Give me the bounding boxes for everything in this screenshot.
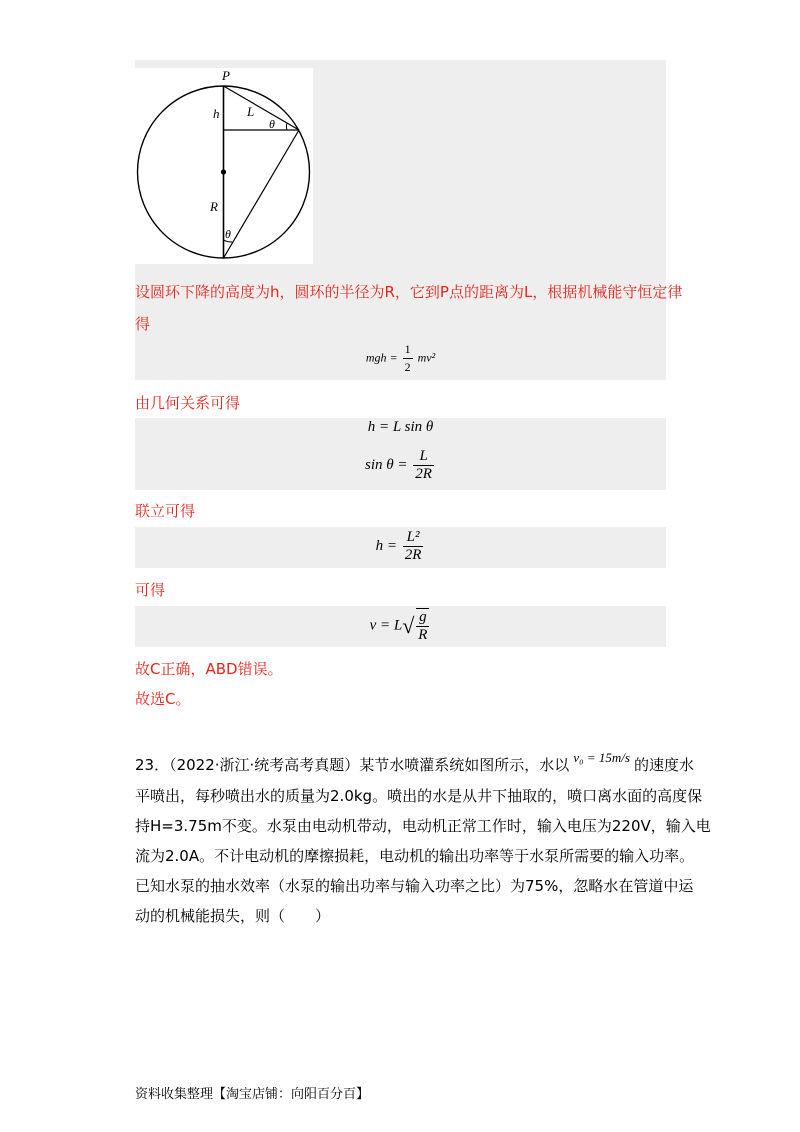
label-theta-bottom: θ — [225, 227, 231, 241]
question-line-3: 持H=3.75m不变。水泵由电动机带动，电动机正常工作时，输入电压为220V，输入电 — [135, 817, 711, 835]
v0-value: v₀ = 15m/s — [573, 750, 630, 765]
label-R: R — [210, 199, 218, 214]
label-L: L — [247, 104, 255, 119]
circle-diagram — [135, 68, 313, 264]
label-h: h — [213, 106, 220, 121]
question-line-6: 动的机械能损失，则（ ） — [135, 907, 331, 925]
label-theta-top: θ — [269, 117, 275, 131]
question-23 — [135, 750, 711, 931]
question-line-1: 23．（2022·浙江·统考高考真题）某节水喷灌系统如图所示，水以 v₀ = 15m/s 的速度水 — [135, 750, 694, 774]
equation-sin: sin θ = $\frac{L}{2R}$ — [365, 448, 432, 482]
equation-h2: h = $\frac{\text{L²}}{2R}$ — [375, 529, 422, 563]
equation-energy: mgh = $\frac{1}{2}$ mv² — [365, 342, 436, 374]
solution-line-1: 设圆环下降的高度为h，圆环的半径为R，它到P点的距离为L，根据机械能守恒定律 — [135, 283, 683, 301]
geometry-label: 由几何关系可得 — [135, 394, 241, 412]
combine-label: 联立可得 — [135, 502, 196, 520]
conclusion-1: 故C正确，ABD错误。 — [135, 660, 283, 678]
question-line-5: 已知水泵的抽水效率（水泵的输出功率与输入功率之比）为75%，忽略水在管道中运 — [135, 877, 694, 895]
conclusion-2: 故选C。 — [135, 690, 191, 708]
get-label: 可得 — [135, 581, 166, 599]
label-P: P — [222, 68, 230, 83]
solution-line-1-cont: 得 — [135, 315, 151, 333]
question-line-2: 平喷出，每秒喷出水的质量为2.0kg。喷出的水是从井下抽取的，喷口离水面的高度保 — [135, 787, 703, 805]
question-line-4: 流为2.0A。不计电动机的摩擦损耗，电动机的输出功率等于水泵所需要的输入功率。 — [135, 847, 695, 865]
footer-text: 资料收集整理【淘宝店铺：向阳百分百】 — [135, 1087, 370, 1102]
equation-v: v = L√ $\frac{g}{R}$ — [369, 609, 428, 643]
equation-h: h = L sin θ — [367, 419, 434, 435]
